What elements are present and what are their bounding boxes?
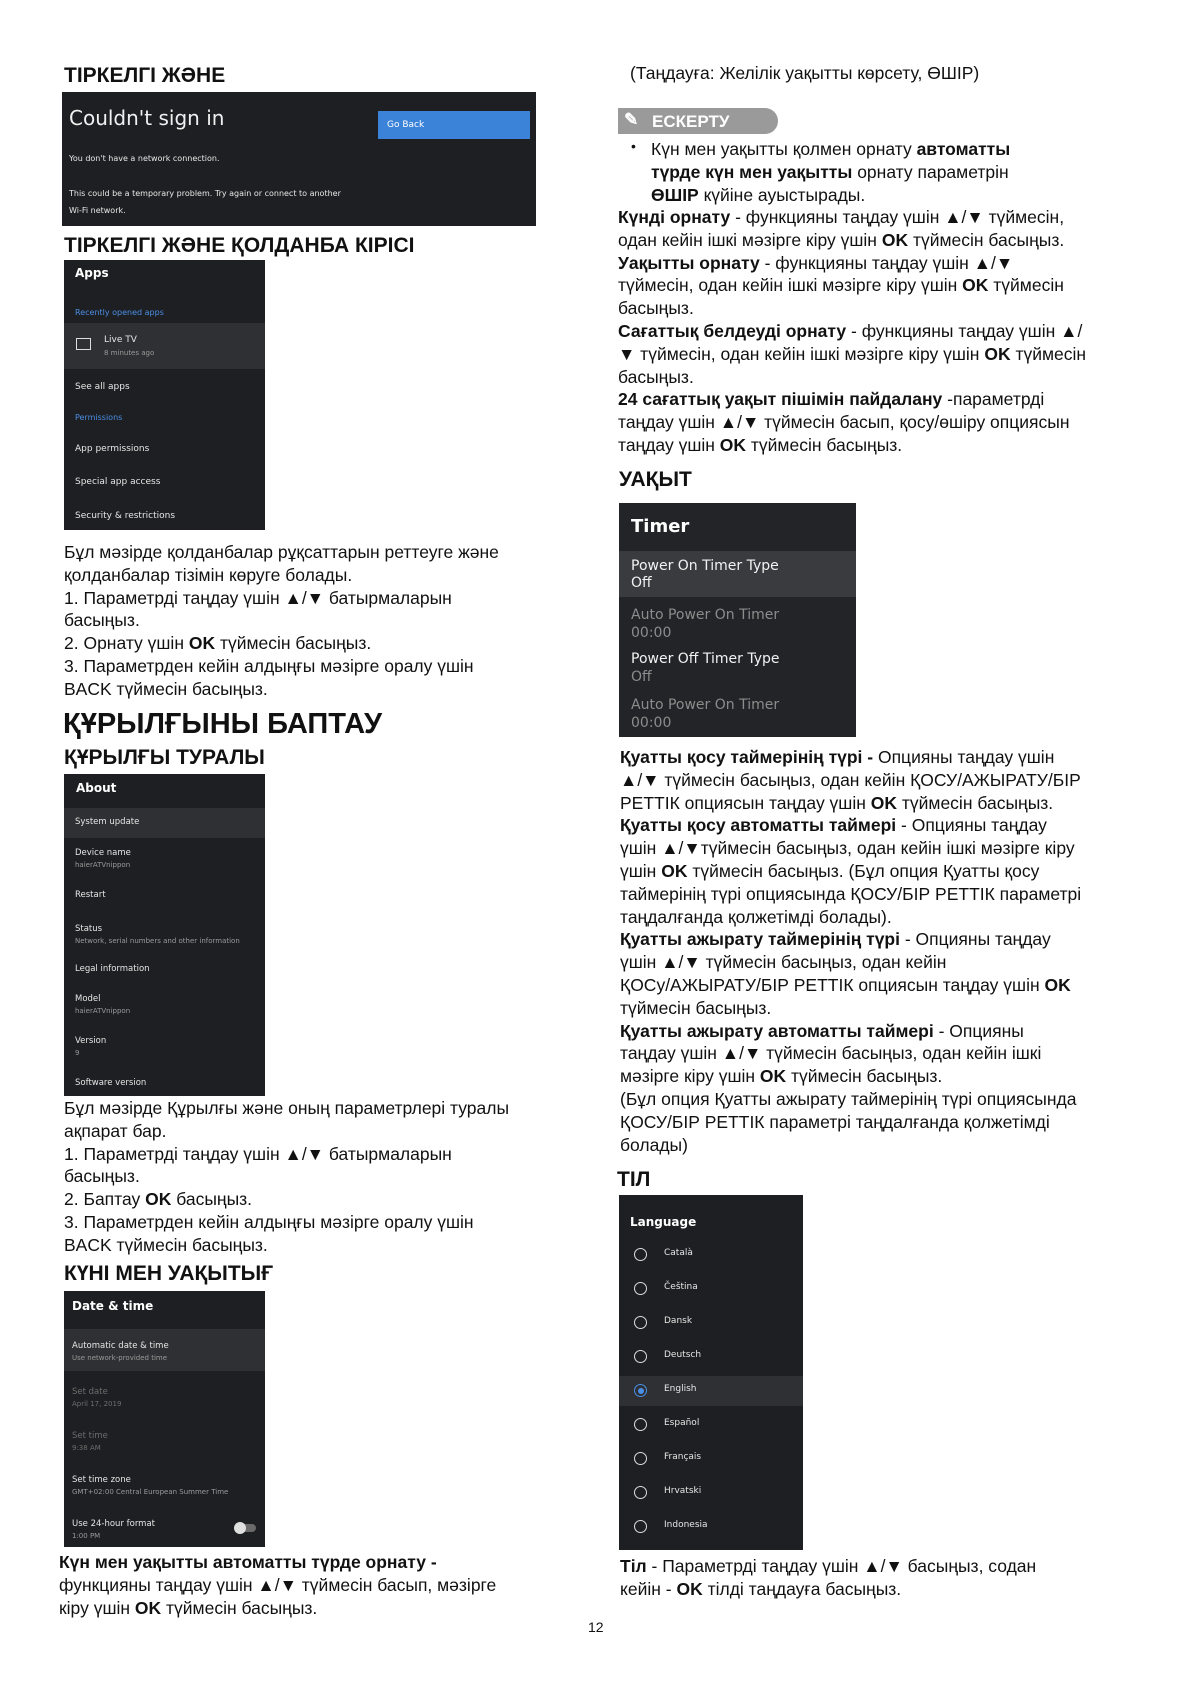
version-label: Version — [75, 1036, 107, 1046]
language-label: Français — [664, 1452, 702, 1462]
tv-icon — [76, 338, 91, 350]
dt-item-automatic[interactable] — [64, 1329, 265, 1371]
about-item-device-name[interactable] — [64, 846, 265, 876]
status-sub: Network, serial numbers and other information — [75, 937, 240, 945]
signin-msg-2: This could be a temporary problem. Try again or connect to another — [69, 189, 341, 198]
software-version-label: Software version — [75, 1078, 147, 1088]
automatic-sub: Use network-provided time — [72, 1354, 168, 1362]
warning-note: • Күн мен уақытты қолмен орнату автоматты түрде күн мен уақытты орнату параметрін ӨШІР күйіне ауыстырады. — [636, 138, 1106, 206]
about-title: About — [76, 781, 117, 795]
language-description: Тіл - Параметрді таңдау үшін ▲/▼ басыңыз, содан кейін - OK тілді таңдауға басыңыз. — [620, 1556, 1037, 1599]
radio-selected-icon — [634, 1384, 647, 1397]
about-item-system-update[interactable] — [64, 808, 265, 838]
radio-icon — [634, 1316, 647, 1329]
heading-account: ТІРКЕЛГІ ЖӘНЕ — [64, 64, 226, 87]
security-label: Security & restrictions — [75, 511, 176, 521]
radio-icon — [634, 1452, 647, 1465]
heading-account-apps: ТІРКЕЛГІ ЖӘНЕ ҚОЛДАНБА КІРІСІ — [64, 234, 415, 257]
date-time-title: Date & time — [72, 1299, 154, 1313]
text-line: 3. Параметрден кейін алдыңғы мәзірге оралу үшін — [64, 655, 474, 676]
apps-item-special-access[interactable] — [64, 474, 265, 496]
heading-about-device: ҚҰРЫЛҒЫ ТУРАЛЫ — [64, 746, 265, 769]
language-option[interactable] — [619, 1240, 803, 1270]
language-label: Deutsch — [664, 1350, 702, 1360]
model-value: haierATVnippon — [75, 1007, 131, 1015]
heading-device-settings: ҚҰРЫЛҒЫНЫ БАПТАУ — [63, 708, 383, 740]
power-on-type-label: Power On Timer Type — [631, 558, 779, 574]
language-option[interactable] — [619, 1512, 803, 1542]
power-on-type-value: Off — [631, 575, 652, 591]
apps-item-security[interactable] — [64, 508, 265, 530]
auto-power-on-value: 00:00 — [631, 625, 672, 641]
text-line: BACK түймесін басыңыз. — [64, 1234, 268, 1255]
bullet-icon: • — [631, 138, 636, 154]
apps-item-live-tv[interactable] — [64, 323, 265, 369]
screenshot-date-time — [64, 1291, 265, 1547]
auto-datetime-bold: Күн мен уақытты автоматты түрде орнату - — [59, 1552, 437, 1572]
language-option[interactable] — [619, 1342, 803, 1372]
about-item-software-version[interactable] — [64, 1076, 265, 1094]
radio-icon — [634, 1520, 647, 1533]
about-item-version[interactable] — [64, 1034, 265, 1064]
legal-label: Legal information — [75, 964, 150, 974]
datetime-settings-text: Күнді орнату - функцияны таңдау үшін ▲/▼ түймесін, одан кейін ішкі мәзірге кіру үшін OK түймесін басыңыз. Уақытты орнату - функцияны таңдау үшін ▲/▼ түймесін, одан кейін ішкі мәзірге кіру үшін OK түймесін басыңыз. Сағаттық белдеуді орнату - функцияны таңдау үшін ▲/ ▼ түймесін, одан кейін ішкі мәзірге кіру үшін OK түймесін басыңыз. 24 сағаттық уақыт пішімін пайдалану -параметрді таңдау үшін ▲/▼ түймесін басып, қосу/өшіру опциясын таңдау үшін OK түймесін басыңыз. — [618, 207, 1087, 455]
selection-note: (Таңдауға: Желілік уақытты көрсету, ӨШІР) — [630, 63, 980, 83]
toggle-knob — [234, 1522, 246, 1534]
screenshot-sign-in — [62, 92, 536, 226]
screenshot-apps — [64, 260, 265, 530]
device-name-label: Device name — [75, 848, 131, 858]
about-item-legal[interactable] — [64, 962, 265, 982]
language-option[interactable] — [619, 1410, 803, 1440]
automatic-label: Automatic date & time — [72, 1341, 169, 1351]
text-line: 3. Параметрден кейін алдыңғы мәзірге оралу үшін — [64, 1211, 474, 1232]
system-update-label: System update — [75, 817, 140, 827]
screenshot-timer — [619, 503, 856, 737]
set-date-label: Set date — [72, 1387, 108, 1397]
screenshot-language — [619, 1195, 803, 1550]
model-label: Model — [75, 994, 101, 1004]
format-value: 1:00 PM — [72, 1532, 101, 1540]
power-off-type-value: Off — [631, 669, 652, 685]
pencil-icon: ✎ — [624, 110, 639, 129]
version-value: 9 — [75, 1049, 80, 1057]
auto-power-on-2-value: 00:00 — [631, 715, 672, 731]
apps-item-see-all[interactable] — [64, 378, 265, 400]
live-tv-time: 8 minutes ago — [104, 349, 155, 357]
status-label: Status — [75, 924, 103, 934]
text-line: қолданбалар тізімін көруге болады. — [64, 564, 353, 585]
warning-label: ЕСКЕРТУ — [652, 112, 730, 131]
language-label: Dansk — [664, 1316, 693, 1326]
dt-item-set-time[interactable] — [64, 1429, 265, 1459]
language-label: English — [664, 1384, 697, 1394]
signin-msg-3: Wi-Fi network. — [69, 206, 126, 215]
set-date-value: April 17, 2019 — [72, 1400, 122, 1408]
app-permissions-label: App permissions — [75, 444, 150, 454]
text-line: Бұл мәзірде қолданбалар рұқсаттарын реттеуге және — [64, 542, 499, 562]
dt-item-set-date[interactable] — [64, 1385, 265, 1415]
heading-time: УАҚЫТ — [619, 468, 692, 491]
warning-banner — [618, 108, 778, 134]
language-option[interactable] — [619, 1444, 803, 1474]
device-name-value: haierATVnippon — [75, 861, 131, 869]
radio-icon — [634, 1282, 647, 1295]
apps-recent-label: Recently opened apps — [75, 308, 164, 317]
dt-item-24h-format[interactable] — [64, 1517, 265, 1547]
apps-item-app-permissions[interactable] — [64, 441, 265, 463]
language-label: Hrvatski — [664, 1486, 702, 1496]
timer-title: Timer — [631, 516, 690, 537]
language-label: Español — [664, 1418, 700, 1428]
format-label: Use 24-hour format — [72, 1519, 155, 1529]
about-item-status[interactable] — [64, 922, 265, 952]
timer-description: Қуатты қосу таймерінің түрі - Опцияны таңдау үшін ▲/▼ түймесін басыңыз, одан кейін ҚОСУ/АЖЫРАТУ/БІР РЕТТІК опциясын таңдау үшін OK түймесін басыңыз. Қуатты қосу автоматты таймері - Опцияны таңдау үшін ▲/▼түймесін басыңыз, одан кейін ішкі мәзірге кіру үшін OK түймесін басыңыз. (Бұл опция Қуатты қосу таймерінің түрі опциясында ҚОСУ/БІР РЕТТІК параметрі таңдалғанда қолжетімді болады). Қуатты ажырату таймерінің түрі - Опцияны таңдау үшін ▲/▼ түймесін басыңыз, одан кейін ҚОСу/АЖЫРАТУ/БІР РЕТТІК опциясын таңдау үшін OK түймесін басыңыз. Қуатты ажырату автоматты таймері - Опцияны таңдау үшін ▲/▼ түймесін басыңыз, одан кейін ішкі мәзірге кіру үшін OK түймесін басыңыз. (Бұл опция Қуатты ажырату таймерінің түрі опциясында ҚОСУ/БІР РЕТТІК параметрі таңдалғанда қолжетімді болады) — [620, 747, 1082, 1155]
language-label: Čeština — [664, 1282, 698, 1292]
time-zone-value: GMT+02:00 Central European Summer Time — [72, 1488, 229, 1496]
apps-permissions-header — [64, 410, 265, 430]
text-line: басыңыз. — [64, 1166, 140, 1187]
signin-msg-1: You don't have a network connection. — [69, 154, 220, 163]
live-tv-label: Live TV — [104, 335, 137, 345]
dt-item-time-zone[interactable] — [64, 1473, 265, 1503]
see-all-label: See all apps — [75, 382, 130, 392]
language-option[interactable] — [619, 1308, 803, 1338]
radio-icon — [634, 1418, 647, 1431]
text-line: ақпарат бар. — [64, 1120, 167, 1141]
language-option[interactable] — [619, 1478, 803, 1508]
go-back-button[interactable]: Go Back — [378, 111, 530, 139]
text-line: функцияны таңдау үшін ▲/▼ түймесін басып, мәзірге — [59, 1574, 497, 1595]
set-time-label: Set time — [72, 1431, 108, 1441]
heading-language: ТІЛ — [617, 1168, 651, 1191]
timer-item-auto-power-on[interactable] — [619, 603, 856, 647]
text-line: Бұл мәзірде Құрылғы және оның параметрлері туралы — [64, 1098, 510, 1118]
text-line: 2. Баптау OK басыңыз. — [64, 1189, 253, 1210]
heading-date-time: КҮНІ МЕН УАҚЫТЫҒ — [64, 1262, 274, 1285]
language-title: Language — [630, 1215, 697, 1229]
page-number: 12 — [588, 1619, 604, 1635]
about-description — [64, 1097, 584, 1257]
text-line: BACK түймесін басыңыз. — [64, 678, 268, 699]
language-label: Català — [664, 1248, 693, 1258]
permissions-label: Permissions — [75, 413, 123, 422]
about-item-restart[interactable] — [64, 888, 265, 908]
text-line: 2. Орнату үшін OK түймесін басыңыз. — [64, 633, 372, 654]
language-option[interactable] — [619, 1376, 803, 1406]
signin-title: Couldn't sign in — [69, 106, 225, 130]
timer-item-power-on-type[interactable] — [619, 551, 856, 597]
screenshot-about — [64, 774, 265, 1096]
auto-power-on-2-label: Auto Power On Timer — [631, 697, 780, 713]
text-line: кіру үшін OK түймесін басыңыз. — [59, 1597, 318, 1618]
timer-item-auto-power-on-2[interactable] — [619, 693, 856, 737]
text-line: 1. Параметрді таңдау үшін ▲/▼ батырмаларын — [64, 587, 452, 608]
radio-icon — [634, 1350, 647, 1363]
radio-icon — [634, 1248, 647, 1261]
text-line: 1. Параметрді таңдау үшін ▲/▼ батырмаларын — [64, 1143, 452, 1164]
power-off-type-label: Power Off Timer Type — [631, 651, 780, 667]
language-option[interactable] — [619, 1274, 803, 1304]
special-access-label: Special app access — [75, 477, 161, 487]
set-time-value: 9:38 AM — [72, 1444, 101, 1452]
auto-power-on-label: Auto Power On Timer — [631, 607, 780, 623]
restart-label: Restart — [75, 890, 106, 900]
apps-title: Apps — [75, 266, 109, 280]
time-zone-label: Set time zone — [72, 1475, 131, 1485]
apps-recent-header — [64, 302, 265, 322]
date-time-description — [59, 1551, 579, 1619]
radio-icon — [634, 1486, 647, 1499]
about-item-model[interactable] — [64, 992, 265, 1022]
apps-description — [64, 541, 584, 701]
timer-item-power-off-type[interactable] — [619, 647, 856, 691]
language-label: Indonesia — [664, 1520, 708, 1530]
text-line: басыңыз. — [64, 610, 140, 631]
